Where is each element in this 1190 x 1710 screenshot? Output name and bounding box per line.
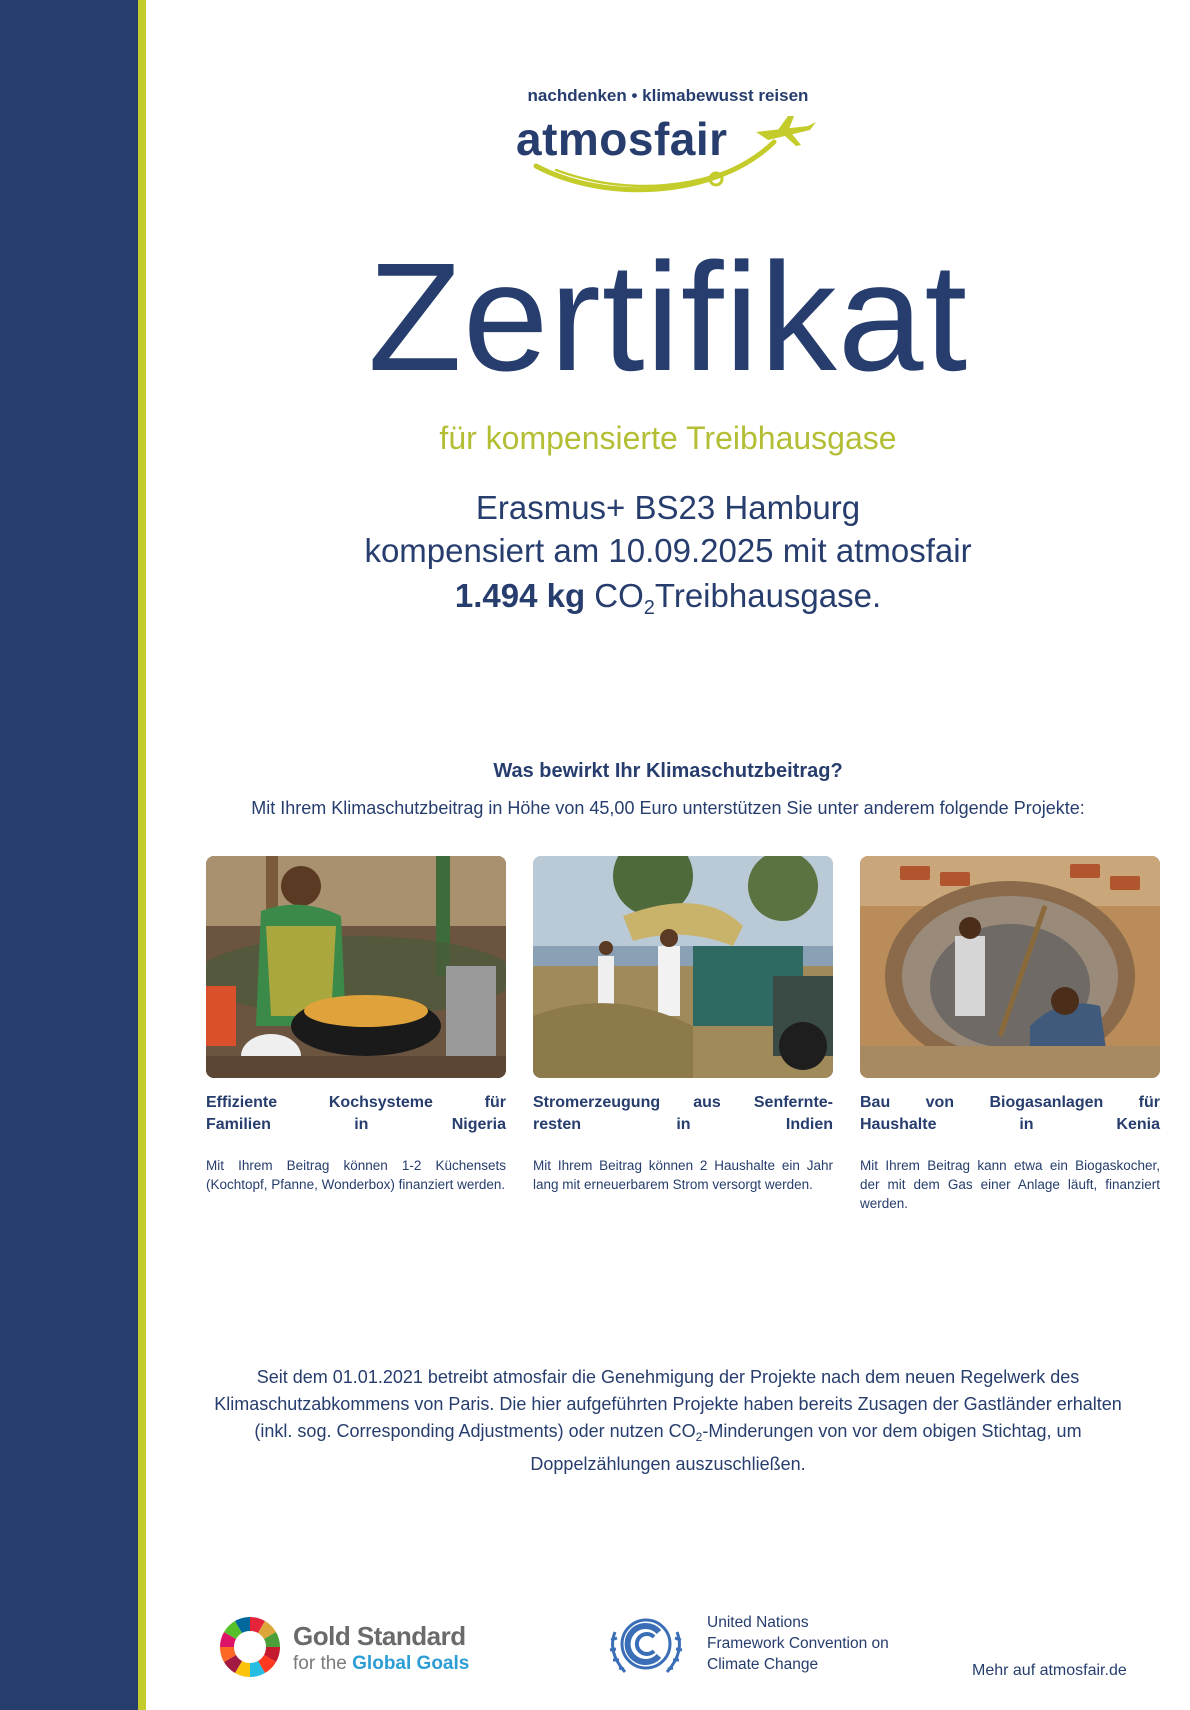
co2-label: CO: [594, 577, 644, 614]
impact-text: Mit Ihrem Klimaschutzbeitrag in Höhe von 45,00 Euro unterstützen Sie unter anderem folgende Projekte:: [251, 798, 1085, 818]
project-photo-biogas: [860, 856, 1160, 1078]
project-title-kenya: [860, 1092, 1160, 1136]
project-card-nigeria: [206, 856, 506, 1194]
gold-standard-goals: Global Goals: [352, 1653, 470, 1674]
project-card-kenya: [860, 856, 1160, 1213]
certificate-title: Zertifikat: [367, 231, 969, 403]
project-title-line: Haushalte in Kenia: [860, 1116, 1160, 1133]
left-navy-band: [0, 0, 138, 1710]
project-title-line: Familien in Nigeria: [206, 1116, 506, 1133]
project-photo-harvest: [533, 856, 833, 1078]
co2-amount-line: [146, 577, 1190, 620]
unfccc-line: United Nations: [707, 1614, 809, 1631]
project-card-india: [533, 856, 833, 1194]
atmosfair-logo: [516, 108, 836, 208]
compensation-line: kompensiert am 10.09.2025 mit atmosfair: [364, 532, 972, 569]
company-name: Erasmus+ BS23 Hamburg: [475, 489, 861, 526]
certificate-page: [146, 0, 1190, 1710]
unfccc-line: Climate Change: [707, 1656, 819, 1673]
unfccc-name: [707, 1612, 889, 1675]
project-photo-cooking: [206, 856, 506, 1078]
co2-amount: 1.494 kg: [454, 577, 586, 614]
co2-subscript: 2: [643, 597, 655, 619]
more-link[interactable]: Mehr auf atmosfair.de: [972, 1662, 1127, 1679]
impact-heading: Was bewirkt Ihr Klimaschutzbeitrag?: [493, 760, 843, 782]
project-description-nigeria: Mit Ihrem Beitrag können 1-2 Küchensets (Kochtopf, Pfanne, Wonderbox) finanziert werden.: [206, 1158, 506, 1192]
airplane-swoosh-icon: [516, 108, 836, 208]
unfccc-line: Framework Convention on: [707, 1635, 889, 1652]
unfccc-emblem-icon: [601, 1612, 691, 1682]
note-text: Seit dem 01.01.2021 betreibt atmosfair die Genehmigung der Projekte nach dem neuen Regelwerk des Klimaschutzabkommens von Paris. Die hier aufgeführten Projekte haben bereits Zusagen der Gastländer erhalten (inkl. sog. Corresponding Adjustments) oder nutzen CO: [214, 1367, 1122, 1441]
certificate-subtitle: für kompensierte Treibhausgase: [439, 420, 897, 456]
project-title-line: Effiziente Kochsysteme für: [206, 1094, 506, 1111]
brand-name: atmosfair: [516, 113, 728, 165]
gold-standard-for: for the: [293, 1653, 347, 1674]
unfccc-logo: [601, 1608, 901, 1688]
gold-standard-logo: [218, 1615, 508, 1685]
project-title-line: Stromerzeugung aus Senfernte-: [533, 1094, 833, 1111]
co2-suffix: Treibhausgase.: [654, 577, 882, 614]
project-title-nigeria: [206, 1092, 506, 1136]
sdg-wheel-icon: [218, 1615, 282, 1679]
note-text-end: -Minderungen von vor dem obigen Stichtag, um Doppelzählungen auszuschließen.: [530, 1421, 1082, 1474]
project-title-line: resten in Indien: [533, 1116, 833, 1133]
left-lime-stripe: [138, 0, 146, 1710]
gold-standard-subtitle: [293, 1653, 469, 1675]
paris-agreement-note: [206, 1364, 1130, 1478]
brand-tagline: nachdenken • klimabewusst reisen: [527, 86, 809, 105]
project-description-kenya: Mit Ihrem Beitrag kann etwa ein Biogaskocher, der mit dem Gas einer Anlage läuft, finanziert werden.: [860, 1158, 1160, 1211]
project-title-india: [533, 1092, 833, 1136]
project-description-india: Mit Ihrem Beitrag können 2 Haushalte ein Jahr lang mit erneuerbarem Strom versorgt werden.: [533, 1158, 833, 1192]
note-subscript: 2: [695, 1430, 703, 1444]
gold-standard-title: Gold Standard: [293, 1621, 466, 1651]
project-title-line: Bau von Biogasanlagen für: [860, 1094, 1160, 1111]
